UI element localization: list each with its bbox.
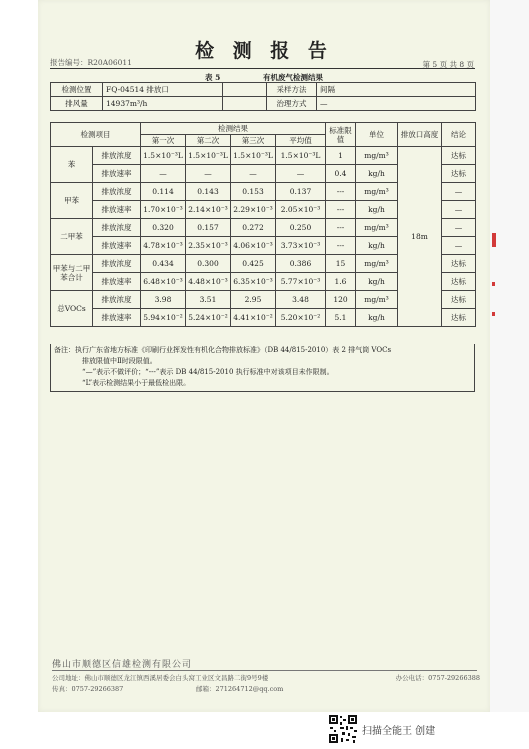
value-unit: kg/h <box>356 273 398 291</box>
company-address: 公司地址：佛山市顺德区龙江镇西溪居委会白头窝工业区文昌路二街9号9楼 <box>52 674 269 682</box>
value-2: 4.48×10⁻³ <box>186 273 231 291</box>
location-value: FQ-04514 排放口 <box>103 83 223 97</box>
col-avg: 平均值 <box>276 135 326 147</box>
value-3: 2.29×10⁻³ <box>231 201 276 219</box>
value-unit: mg/m³ <box>356 291 398 309</box>
airflow-label: 排风量 <box>51 97 103 111</box>
value-unit: kg/h <box>356 237 398 255</box>
value-1: 0.434 <box>141 255 186 273</box>
note-line: 排放限值中Ⅱ时段限值。 <box>82 357 157 365</box>
report-page <box>38 0 490 712</box>
note-line: “L”表示检测结果小于最低检出限。 <box>82 379 191 387</box>
company-fax: 传真：0757-29266387 <box>52 685 124 693</box>
location-label: 检测位置 <box>51 83 103 97</box>
value-3: 2.95 <box>231 291 276 309</box>
value-avg: — <box>276 165 326 183</box>
value-avg: 2.05×10⁻³ <box>276 201 326 219</box>
seal-fragment <box>492 233 496 247</box>
value-unit: kg/h <box>356 165 398 183</box>
sampling-value: 间隔 <box>317 83 476 97</box>
scan-margin <box>490 0 529 712</box>
sampling-label: 采样方法 <box>267 83 317 97</box>
footer-divider <box>52 670 477 671</box>
office-phone: 办公电话：0757-29266388 <box>395 674 480 682</box>
page-number: 第 5 页 共 8 页 <box>422 60 474 69</box>
value-unit: mg/m³ <box>356 255 398 273</box>
group-name: 总VOCs <box>51 291 93 327</box>
notes-box <box>50 344 475 392</box>
value-unit: mg/m³ <box>356 219 398 237</box>
value-1: 0.114 <box>141 183 186 201</box>
value-avg: 0.137 <box>276 183 326 201</box>
qr-code-icon <box>328 714 358 744</box>
param: 排放浓度 <box>93 147 141 165</box>
value-limit: --- <box>326 219 356 237</box>
col-item: 检测项目 <box>51 123 141 147</box>
treatment-value: — <box>317 97 476 111</box>
header-divider <box>50 68 475 69</box>
value-conclusion: — <box>442 219 476 237</box>
group-name: 二甲苯 <box>51 219 93 255</box>
value-3: 0.153 <box>231 183 276 201</box>
table-name: 有机废气检测结果 <box>262 73 323 82</box>
value-1: — <box>141 165 186 183</box>
value-1: 3.98 <box>141 291 186 309</box>
value-conclusion: 达标 <box>442 165 476 183</box>
param: 排放速率 <box>93 165 141 183</box>
col-second: 第二次 <box>186 135 231 147</box>
note-line: 备注：执行广东省地方标准《印刷行业挥发性有机化合物排放标准》（DB 44/815-2010）表 2 排气筒 VOCs <box>54 346 392 354</box>
group-name: 苯 <box>51 147 93 183</box>
value-conclusion: 达标 <box>442 291 476 309</box>
value-unit: kg/h <box>356 201 398 219</box>
value-conclusion: 达标 <box>442 309 476 327</box>
scanner-watermark: 扫描全能王 创建 <box>362 726 436 737</box>
param: 排放浓度 <box>93 291 141 309</box>
value-2: 0.300 <box>186 255 231 273</box>
value-1: 1.70×10⁻³ <box>141 201 186 219</box>
value-3: 0.425 <box>231 255 276 273</box>
value-2: 5.24×10⁻² <box>186 309 231 327</box>
table-number: 表 5 <box>205 73 221 82</box>
company-email: 邮箱：271264712@qq.com <box>196 685 284 693</box>
value-limit: 120 <box>326 291 356 309</box>
value-avg: 3.73×10⁻³ <box>276 237 326 255</box>
value-conclusion: 达标 <box>442 255 476 273</box>
col-height: 排放口高度 <box>398 123 442 147</box>
value-limit: 5.1 <box>326 309 356 327</box>
col-third: 第三次 <box>231 135 276 147</box>
value-1: 1.5×10⁻³L <box>141 147 186 165</box>
info-table <box>50 82 476 111</box>
value-avg: 3.48 <box>276 291 326 309</box>
param: 排放速率 <box>93 201 141 219</box>
value-avg: 5.20×10⁻² <box>276 309 326 327</box>
value-unit: kg/h <box>356 309 398 327</box>
value-conclusion: 达标 <box>442 147 476 165</box>
value-2: 0.143 <box>186 183 231 201</box>
value-limit: --- <box>326 201 356 219</box>
value-limit: 15 <box>326 255 356 273</box>
value-1: 0.320 <box>141 219 186 237</box>
value-avg: 0.250 <box>276 219 326 237</box>
value-conclusion: 达标 <box>442 273 476 291</box>
table-row <box>51 147 476 165</box>
value-1: 5.94×10⁻² <box>141 309 186 327</box>
header-row <box>51 123 476 135</box>
value-2: — <box>186 165 231 183</box>
value-3: — <box>231 165 276 183</box>
col-conclusion: 结论 <box>442 123 476 147</box>
value-conclusion: — <box>442 183 476 201</box>
col-first: 第一次 <box>141 135 186 147</box>
company-name: 佛山市顺德区信雄检测有限公司 <box>52 660 193 670</box>
value-2: 0.157 <box>186 219 231 237</box>
value-2: 2.35×10⁻³ <box>186 237 231 255</box>
param: 排放速率 <box>93 309 141 327</box>
info-row-airflow <box>51 97 476 111</box>
value-3: 1.5×10⁻³L <box>231 147 276 165</box>
value-1: 4.78×10⁻³ <box>141 237 186 255</box>
value-limit: --- <box>326 237 356 255</box>
param: 排放浓度 <box>93 183 141 201</box>
value-2: 2.14×10⁻³ <box>186 201 231 219</box>
col-unit: 单位 <box>356 123 398 147</box>
param: 排放浓度 <box>93 255 141 273</box>
value-unit: mg/m³ <box>356 183 398 201</box>
value-1: 6.48×10⁻³ <box>141 273 186 291</box>
info-row-location <box>51 83 476 97</box>
page-title: 检 测 报 告 <box>195 40 333 62</box>
param: 排放浓度 <box>93 219 141 237</box>
info-spacer <box>223 83 267 97</box>
col-limit: 标准限值 <box>326 123 356 147</box>
group-name: 甲苯与二甲苯合计 <box>51 255 93 291</box>
value-2: 3.51 <box>186 291 231 309</box>
value-avg: 5.77×10⁻³ <box>276 273 326 291</box>
value-avg: 0.386 <box>276 255 326 273</box>
value-unit: mg/m³ <box>356 147 398 165</box>
outlet-height: 18m <box>398 147 442 327</box>
seal-fragment <box>492 312 495 316</box>
value-3: 0.272 <box>231 219 276 237</box>
treatment-label: 治理方式 <box>267 97 317 111</box>
value-2: 1.5×10⁻³L <box>186 147 231 165</box>
value-limit: 0.4 <box>326 165 356 183</box>
param: 排放速率 <box>93 237 141 255</box>
seal-fragment <box>492 282 495 286</box>
results-table <box>50 122 476 327</box>
value-3: 4.06×10⁻³ <box>231 237 276 255</box>
value-3: 4.41×10⁻² <box>231 309 276 327</box>
info-spacer <box>223 97 267 111</box>
value-limit: --- <box>326 183 356 201</box>
value-avg: 1.5×10⁻³L <box>276 147 326 165</box>
param: 排放速率 <box>93 273 141 291</box>
report-number: 报告编号：R20A06011 <box>50 58 132 67</box>
value-conclusion: — <box>442 201 476 219</box>
value-conclusion: — <box>442 237 476 255</box>
value-3: 6.35×10⁻³ <box>231 273 276 291</box>
col-result: 检测结果 <box>141 123 326 135</box>
value-limit: 1 <box>326 147 356 165</box>
group-name: 甲苯 <box>51 183 93 219</box>
value-limit: 1.6 <box>326 273 356 291</box>
airflow-value: 14937m³/h <box>103 97 223 111</box>
note-line: “—”表示不做评价；“---”表示 DB 44/815-2010 执行标准中对该项目未作限制。 <box>82 368 334 376</box>
